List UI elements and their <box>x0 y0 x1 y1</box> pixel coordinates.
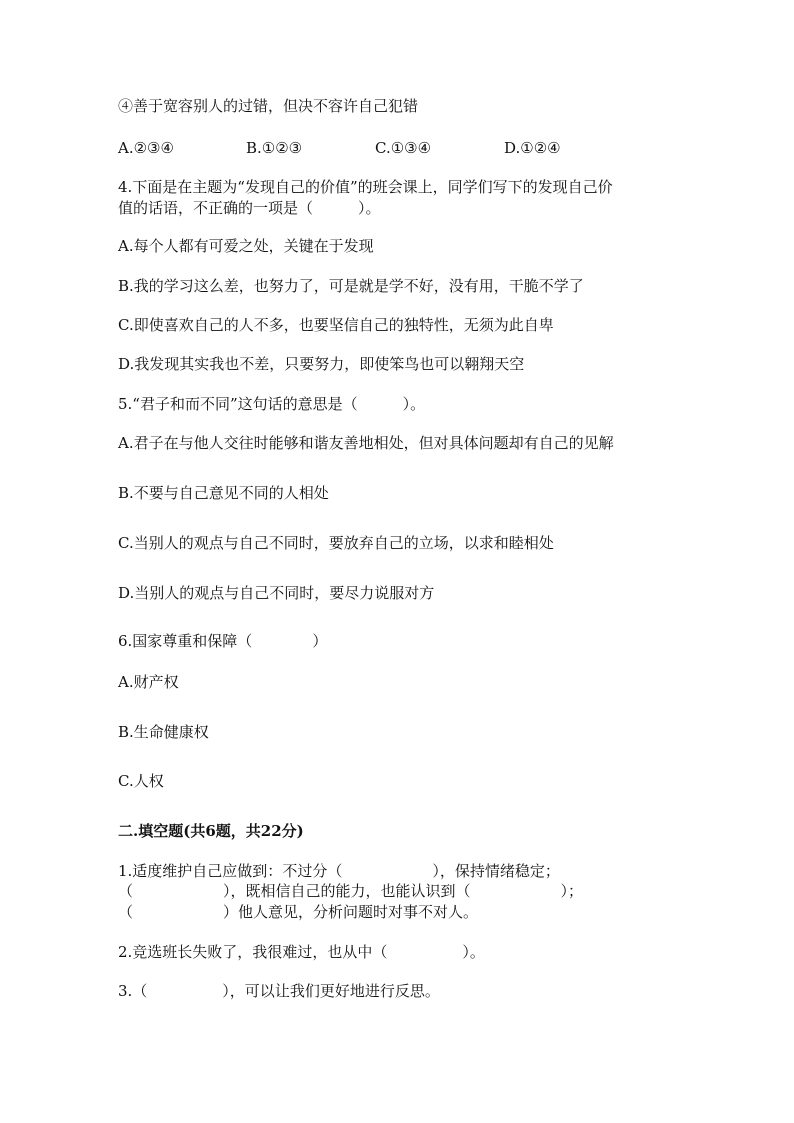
q5-option-a: A.君子在与他人交往时能够和谐友善地相处，但对具体问题却有自己的见解 <box>118 434 614 452</box>
q4-stem-line1: 4.下面是在主题为“发现自己的价值”的班会课上，同学们写下的发现自己价 <box>118 178 613 196</box>
fill-q1-line1: 1.适度维护自己应做到：不过分（ ），保持情绪稳定； <box>118 862 560 880</box>
fill-q3: 3.（ ），可以让我们更好地进行反思。 <box>118 982 440 1000</box>
q4-option-b: B.我的学习这么差，也努力了，可是就是学不好，没有用，干脆不学了 <box>118 277 584 295</box>
section-heading: 二.填空题(共6题，共22分) <box>118 822 304 840</box>
q3-option-d: D.①②④ <box>504 139 561 157</box>
q5-option-b: B.不要与自己意见不同的人相处 <box>118 484 329 502</box>
q5-option-c: C.当别人的观点与自己不同时，要放弃自己的立场，以求和睦相处 <box>118 534 554 552</box>
q5-stem: 5.“君子和而不同”这句话的意思是（ ）。 <box>118 395 426 413</box>
fill-q2: 2.竞选班长失败了，我很难过，也从中（ ）。 <box>118 943 485 961</box>
q6-stem: 6.国家尊重和保障（ ） <box>118 632 328 650</box>
q6-option-a: A.财产权 <box>118 673 179 691</box>
q3-item-4: ④善于宽容别人的过错，但决不容许自己犯错 <box>118 97 419 115</box>
q4-option-a: A.每个人都有可爱之处，关键在于发现 <box>118 237 374 255</box>
q4-stem-line2: 值的话语，不正确的一项是（ ）。 <box>118 199 381 217</box>
q4-option-c: C.即使喜欢自己的人不多，也要坚信自己的独特性，无须为此自卑 <box>118 316 554 334</box>
q6-option-b: B.生命健康权 <box>118 723 209 741</box>
q4-option-d: D.我发现其实我也不差，只要努力，即使笨鸟也可以翱翔天空 <box>118 355 525 373</box>
q6-option-c: C.人权 <box>118 772 164 790</box>
q3-option-c: C.①③④ <box>375 139 432 157</box>
q3-option-a: A.②③④ <box>118 139 174 157</box>
q5-option-d: D.当别人的观点与自己不同时，要尽力说服对方 <box>118 584 435 602</box>
q3-option-b: B.①②③ <box>246 139 303 157</box>
fill-q1-line2: （ ），既相信自己的能力，也能认识到（ ）； <box>118 882 584 900</box>
fill-q1-line3: （ ）他人意见，分析问题时对事不对人。 <box>118 903 479 921</box>
